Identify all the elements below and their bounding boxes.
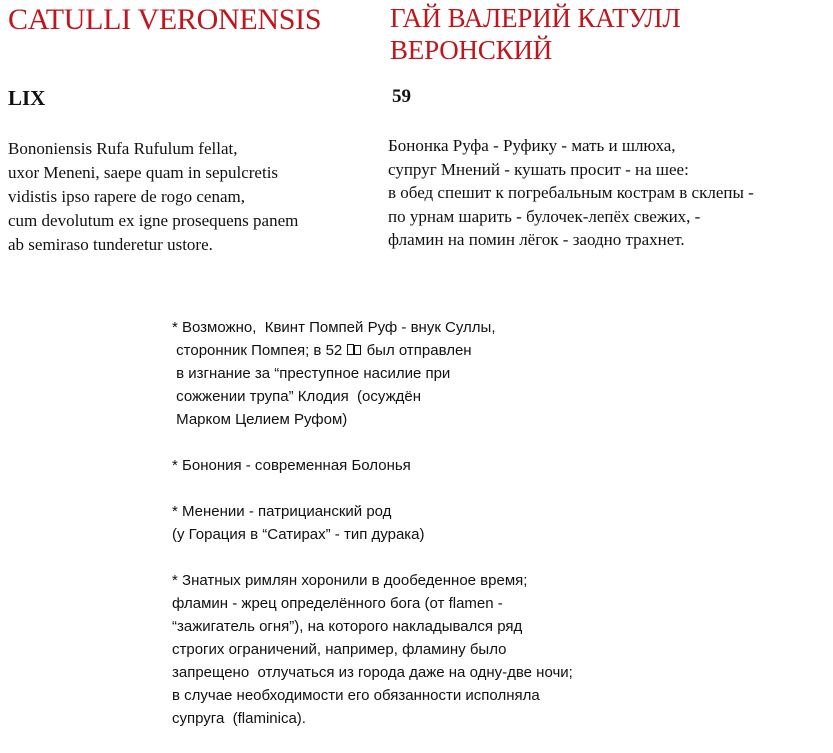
- latin-poem-line: vidistis ipso rapere de rogo cenam,: [8, 187, 245, 206]
- russian-poem: [388, 134, 754, 252]
- footnote-line: [172, 339, 672, 362]
- russian-poem-line: в обед спешит к погребальным кострам в склепы -: [388, 183, 754, 202]
- footnote-rufus: [172, 316, 672, 431]
- footnote-line: * Знатных римлян хоронили в дообеденное время;: [172, 572, 528, 589]
- footnote-flamen: [172, 569, 672, 730]
- latin-poem-line: cum devolutum ex igne prosequens panem: [8, 211, 299, 230]
- footnote-line: фламин - жрец определённого бога (от flamen -: [172, 595, 503, 612]
- footnote-line: супруга (flaminica).: [172, 710, 306, 727]
- footnote-line: сожжении трупа” Клодия (осуждён: [172, 388, 421, 405]
- latin-poem-line: ab semiraso tunderetur ustore.: [8, 235, 213, 254]
- footnote-line: Марком Целием Руфом): [172, 411, 348, 428]
- latin-poem-line: Bononiensis Rufa Rufulum fellat,: [8, 139, 238, 158]
- russian-title: ГАЙ ВАЛЕРИЙ КАТУЛЛ ВЕРОНСКИЙ: [390, 3, 681, 65]
- russian-poem-number: 59: [392, 86, 411, 107]
- unrecognized-glyph-icon: [347, 343, 361, 357]
- russian-poem-line: по урнам шарить - булочек-лепёх свежих, -: [388, 206, 701, 226]
- latin-poem-number: LIX: [8, 86, 46, 110]
- russian-poem-line: супруг Мнений - кушать просит - на шее:: [388, 159, 689, 179]
- footnote-line: * Бонония - современная Болонья: [172, 457, 411, 474]
- latin-poem-line: uxor Meneni, saepe quam in sepulcretis: [8, 163, 279, 182]
- footnote-line: * Менении - патрицианский род: [172, 503, 392, 520]
- footnote-line: “зажигатель огня”), на которого накладывался ряд: [172, 618, 523, 635]
- footnote-bononia: [172, 454, 672, 477]
- footnote-line: запрещено отлучаться из города даже на одну-две ночи;: [172, 664, 573, 681]
- russian-poem-line: фламин на помин лёгок - заодно трахнет.: [388, 230, 685, 249]
- russian-poem-line: Бононка Руфа - Руфику - мать и шлюха,: [388, 136, 676, 155]
- latin-title: CATULLI VERONENSIS: [8, 3, 322, 36]
- footnote-line-start: сторонник Помпея; в 52: [172, 342, 347, 359]
- footnote-line: * Возможно, Квинт Помпей Руф - внук Суллы,: [172, 319, 496, 336]
- footnote-line: в случае необходимости его обязанности исполняла: [172, 687, 540, 704]
- footnotes: [172, 316, 672, 753]
- footnote-line: (у Горация в “Сатирах” - тип дурака): [172, 526, 425, 543]
- footnote-line: строгих ограничений, например, фламину было: [172, 641, 507, 658]
- latin-poem: [8, 137, 298, 257]
- footnote-menenii: [172, 500, 672, 546]
- footnote-line: в изгнание за “преступное насилие при: [172, 365, 451, 382]
- footnote-line-end: был отправлен: [362, 342, 472, 359]
